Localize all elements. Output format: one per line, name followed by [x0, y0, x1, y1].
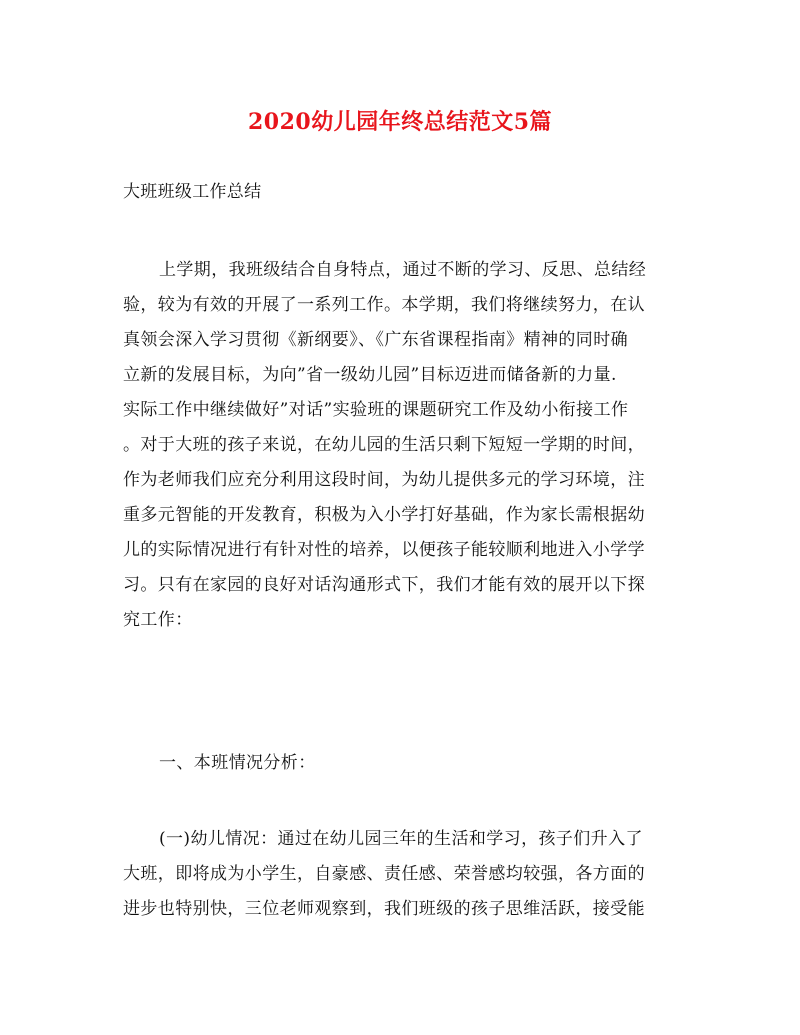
paragraph-children-situation [123, 822, 678, 927]
paragraph-line: 大班，即将成为小学生，自豪感、责任感、荣誉感均较强，各方面的 [123, 864, 645, 884]
document-subtitle: 大班班级工作总结 [123, 182, 262, 202]
paragraph-line: 验，较为有效的开展了一系列工作。本学期，我们将继续努力，在认 [123, 295, 645, 315]
paragraph-line: 立新的发展目标，为向”省一级幼儿园”目标迈进而储备新的力量. [123, 365, 617, 385]
paragraph-line: 上学期，我班级结合自身特点，通过不断的学习、反思、总结经 [159, 260, 647, 280]
paragraph-line: 儿的实际情况进行有针对性的培养，以便孩子能较顺利地进入小学学 [123, 540, 645, 560]
paragraph-line: 习。只有在家园的良好对话沟通形式下，我们才能有效的展开以下探 [123, 575, 645, 595]
paragraph-line: 作为老师我们应充分利用这段时间，为幼儿提供多元的学习环境，注 [123, 470, 645, 490]
section-heading-text: 一、本班情况分析： [159, 753, 316, 773]
paragraph-line: 。对于大班的孩子来说，在幼儿园的生活只剩下短短一学期的时间， [123, 435, 645, 455]
paragraph-intro [123, 253, 678, 638]
document-title: 2020幼儿园年终总结范文5篇 [247, 109, 553, 135]
paragraph-line: 究工作： [123, 610, 193, 630]
paragraph-line: (一)幼儿情况：通过在幼儿园三年的生活和学习，孩子们升入了 [159, 829, 643, 849]
section-heading [123, 746, 678, 781]
paragraph-line: 进步也特别快，三位老师观察到，我们班级的孩子思维活跃，接受能 [123, 899, 645, 919]
paragraph-line: 真领会深入学习贯彻《新纲要》、《广东省课程指南》精神的同时确 [123, 330, 628, 350]
paragraph-line: 实际工作中继续做好”对话”实验班的课题研究工作及幼小衔接工作 [123, 400, 629, 420]
paragraph-line: 重多元智能的开发教育，积极为入小学打好基础，作为家长需根据幼 [123, 505, 645, 525]
